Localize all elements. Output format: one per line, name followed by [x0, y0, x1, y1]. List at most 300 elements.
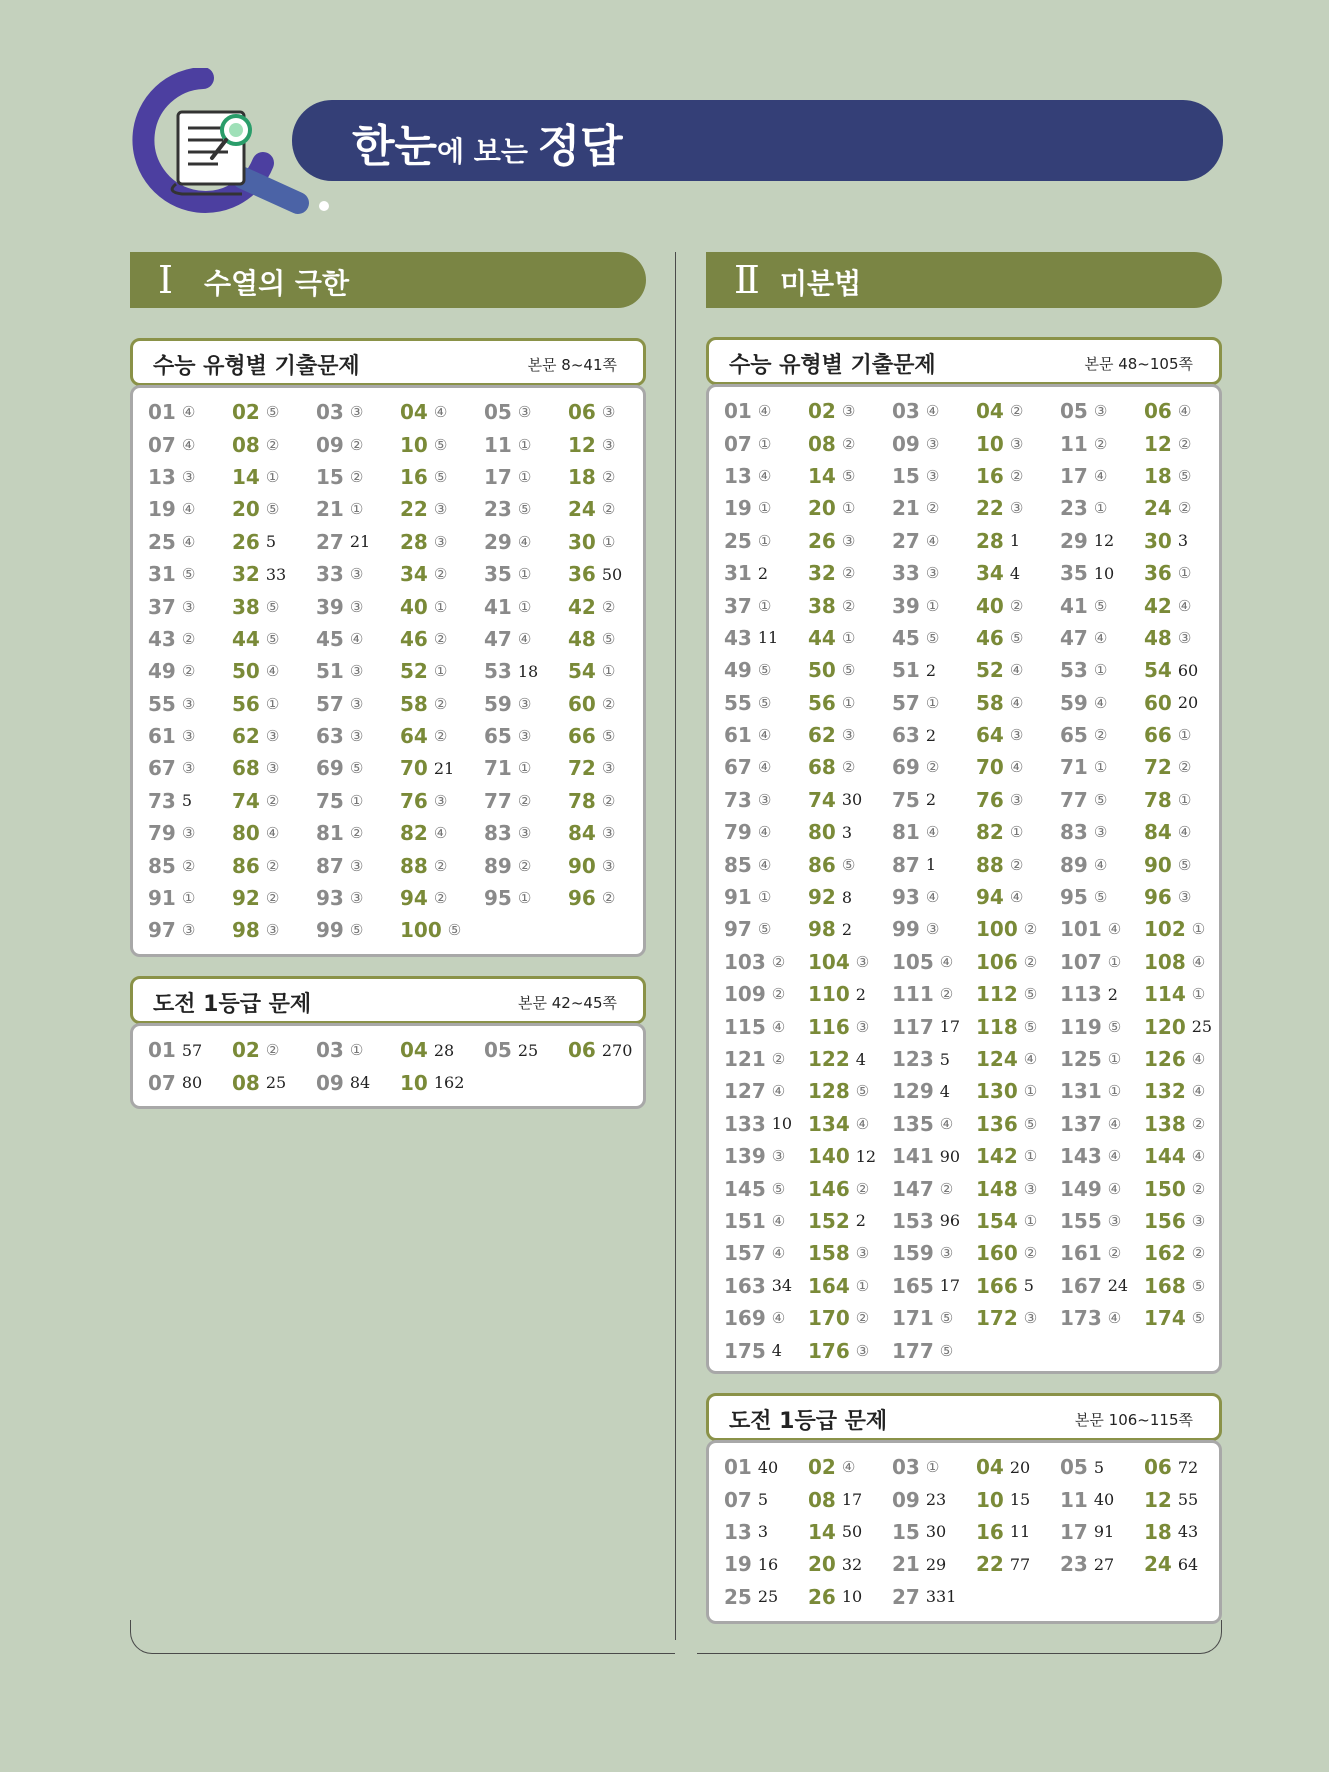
answer-item: [148, 590, 232, 622]
question-number: 75: [316, 788, 344, 813]
question-number: 36: [568, 562, 596, 587]
question-number: 50: [808, 658, 836, 683]
answer-item: [400, 849, 484, 881]
answer-item: [724, 978, 808, 1010]
block-pages: 본문 8~41쪽: [527, 356, 617, 374]
answer-value: ②: [517, 856, 532, 875]
answer-item: [808, 687, 892, 719]
question-number: 02: [232, 1038, 260, 1063]
answer-value: 1: [925, 855, 937, 875]
answer-item: [1060, 525, 1144, 557]
answer-item: [976, 881, 1060, 913]
question-number: 08: [808, 1487, 836, 1512]
answer-value: ③: [855, 1341, 870, 1360]
answer-value: ③: [433, 532, 448, 551]
answer-item: [1060, 395, 1144, 427]
answer-value: 8: [841, 887, 853, 907]
answer-value: ⑤: [1009, 628, 1024, 647]
question-number: 42: [568, 594, 596, 619]
answer-value: ④: [349, 629, 364, 648]
question-number: 54: [1144, 658, 1172, 683]
question-number: 39: [892, 593, 920, 618]
answer-item: [892, 1043, 976, 1075]
answer-value: ②: [265, 435, 280, 454]
question-number: 48: [1144, 625, 1172, 650]
answer-item: [484, 526, 568, 558]
answer-value: ②: [855, 1179, 870, 1198]
answer-value: ⑤: [1177, 466, 1192, 485]
question-number: 86: [232, 853, 260, 878]
answer-value: ②: [601, 791, 616, 810]
question-number: 03: [892, 1455, 920, 1480]
answer-item: [568, 688, 652, 720]
question-number: 107: [1060, 949, 1102, 974]
answer-item: [316, 914, 400, 946]
answer-item: [724, 1237, 808, 1269]
question-number: 04: [976, 399, 1004, 424]
answer-item: [892, 654, 976, 686]
answer-value: ④: [757, 402, 772, 421]
answer-item: [568, 493, 652, 525]
question-number: 49: [148, 659, 176, 684]
question-number: 79: [148, 821, 176, 846]
question-number: 132: [1144, 1079, 1186, 1104]
question-number: 39: [316, 594, 344, 619]
answer-item: [232, 849, 316, 881]
answer-value: ④: [939, 952, 954, 971]
answer-item: [1060, 589, 1144, 621]
answer-item: [400, 1066, 484, 1098]
answer-item: [1060, 784, 1144, 816]
answer-value: ⑤: [939, 1341, 954, 1360]
answer-item: [808, 1172, 892, 1204]
answer-value: 57: [181, 1040, 203, 1060]
answer-value: ④: [1107, 1114, 1122, 1133]
answer-item: [1060, 1075, 1144, 1107]
answer-item: [232, 1066, 316, 1098]
answer-item: [232, 526, 316, 558]
question-number: 36: [1144, 561, 1172, 586]
answer-value: ③: [925, 434, 940, 453]
answer-item: [484, 817, 568, 849]
question-number: 69: [892, 755, 920, 780]
answer-value: ①: [517, 889, 532, 908]
answer-item: [400, 590, 484, 622]
question-number: 95: [1060, 885, 1088, 910]
answer-item: [976, 784, 1060, 816]
answer-value: ③: [265, 759, 280, 778]
answer-value: ③: [349, 727, 364, 746]
question-number: 05: [484, 400, 512, 425]
answer-item: [1144, 751, 1228, 783]
question-number: 05: [1060, 1455, 1088, 1480]
question-number: 29: [1060, 528, 1088, 553]
answer-value: ③: [1093, 402, 1108, 421]
answer-value: 30: [925, 1522, 947, 1542]
question-number: 82: [400, 821, 428, 846]
page-title-bar: [292, 100, 1223, 181]
answer-value: 16: [757, 1554, 779, 1574]
question-number: 139: [724, 1144, 766, 1169]
answer-value: ④: [925, 823, 940, 842]
question-number: 166: [976, 1273, 1018, 1298]
answer-item: [976, 848, 1060, 880]
answer-value: ③: [265, 921, 280, 940]
question-number: 01: [148, 1038, 176, 1063]
question-number: 171: [892, 1306, 934, 1331]
answer-value: 17: [939, 1017, 961, 1037]
question-number: 100: [400, 918, 442, 943]
answer-value: ③: [181, 824, 196, 843]
question-number: 12: [1144, 431, 1172, 456]
answer-value: 2: [925, 725, 937, 745]
answer-value: ④: [1107, 1309, 1122, 1328]
answer-item: [484, 493, 568, 525]
answer-item: [232, 817, 316, 849]
answer-item: [976, 687, 1060, 719]
answer-item: [808, 784, 892, 816]
answer-value: ②: [601, 467, 616, 486]
question-number: 105: [892, 949, 934, 974]
block-title-box: [706, 1393, 1222, 1441]
answer-item: [1144, 557, 1228, 589]
answer-value: 50: [841, 1522, 863, 1542]
answer-item: [316, 785, 400, 817]
question-number: 157: [724, 1241, 766, 1266]
answer-value: ③: [433, 791, 448, 810]
answer-item: [808, 1548, 892, 1580]
answer-value: ③: [517, 403, 532, 422]
answer-value: 270: [601, 1040, 633, 1060]
question-number: 28: [400, 529, 428, 554]
question-number: 60: [568, 691, 596, 716]
question-number: 27: [892, 528, 920, 553]
question-number: 81: [316, 821, 344, 846]
question-number: 76: [400, 788, 428, 813]
answer-item: [1144, 1043, 1228, 1075]
question-number: 17: [484, 464, 512, 489]
answer-value: ①: [517, 597, 532, 616]
question-number: 17: [1060, 1519, 1088, 1544]
question-number: 35: [1060, 561, 1088, 586]
answer-item: [808, 1075, 892, 1107]
answer-value: ⑤: [433, 467, 448, 486]
answer-value: ②: [1023, 1244, 1038, 1263]
answer-value: ③: [855, 1017, 870, 1036]
answer-item: [148, 817, 232, 849]
question-number: 22: [400, 497, 428, 522]
answer-value: ③: [1009, 726, 1024, 745]
answer-item: [724, 1483, 808, 1515]
answer-value: ③: [1177, 628, 1192, 647]
answer-item: [1144, 492, 1228, 524]
answer-value: 5: [1023, 1276, 1034, 1296]
answer-item: [148, 785, 232, 817]
answer-value: ①: [1009, 823, 1024, 842]
answer-value: ⑤: [349, 759, 364, 778]
answer-value: ③: [925, 466, 940, 485]
question-number: 97: [724, 917, 752, 942]
question-number: 53: [484, 659, 512, 684]
question-number: 72: [568, 756, 596, 781]
answer-item: [724, 816, 808, 848]
answer-value: 2: [855, 984, 866, 1004]
question-number: 38: [808, 593, 836, 618]
question-number: 07: [724, 1487, 752, 1512]
answer-value: 11: [757, 628, 779, 648]
answer-item: [808, 978, 892, 1010]
question-number: 34: [400, 562, 428, 587]
answer-item: [400, 752, 484, 784]
answer-item: [316, 1034, 400, 1066]
question-number: 20: [808, 496, 836, 521]
question-number: 98: [808, 917, 836, 942]
answer-value: 72: [1177, 1457, 1199, 1477]
answer-item: [316, 396, 400, 428]
answer-item: [1060, 492, 1144, 524]
question-number: 38: [232, 594, 260, 619]
question-number: 155: [1060, 1208, 1102, 1233]
answer-value: 40: [1093, 1490, 1115, 1510]
answer-item: [1060, 557, 1144, 589]
answer-item: [808, 946, 892, 978]
answer-item: [148, 493, 232, 525]
answer-value: ①: [757, 596, 772, 615]
answer-item: [808, 589, 892, 621]
question-number: 73: [148, 788, 176, 813]
answer-value: ④: [1107, 920, 1122, 939]
answer-value: ②: [433, 889, 448, 908]
answer-item: [892, 1010, 976, 1042]
answer-item: [1144, 1483, 1228, 1515]
answer-value: ③: [181, 597, 196, 616]
answer-value: ③: [601, 403, 616, 422]
answer-item: [484, 623, 568, 655]
question-number: 16: [976, 463, 1004, 488]
answer-value: ⑤: [181, 565, 196, 584]
question-number: 41: [1060, 593, 1088, 618]
answer-item: [1144, 1302, 1228, 1334]
answer-value: 2: [1107, 984, 1118, 1004]
answer-item: [808, 881, 892, 913]
answer-value: ④: [1009, 661, 1024, 680]
answer-item: [976, 395, 1060, 427]
answer-item: [316, 655, 400, 687]
answer-item: [232, 428, 316, 460]
question-number: 33: [316, 562, 344, 587]
question-number: 10: [400, 432, 428, 457]
question-number: 135: [892, 1111, 934, 1136]
question-number: 141: [892, 1144, 934, 1169]
answer-item: [808, 1237, 892, 1269]
answer-item: [976, 751, 1060, 783]
question-number: 01: [724, 1455, 752, 1480]
question-number: 93: [892, 885, 920, 910]
answer-value: ③: [841, 402, 856, 421]
answer-item: [724, 1108, 808, 1140]
question-number: 115: [724, 1014, 766, 1039]
question-number: 177: [892, 1338, 934, 1363]
answer-value: ⑤: [1093, 790, 1108, 809]
answer-value: ④: [771, 1082, 786, 1101]
answer-item: [568, 882, 652, 914]
answer-value: 90: [939, 1146, 961, 1166]
answer-item: [808, 1302, 892, 1334]
answer-value: 1: [1009, 531, 1021, 551]
answer-item: [724, 687, 808, 719]
answer-item: [1144, 1172, 1228, 1204]
answer-item: [1060, 1516, 1144, 1548]
answer-value: ②: [841, 434, 856, 453]
question-number: 129: [892, 1079, 934, 1104]
answer-item: [568, 752, 652, 784]
answer-value: ②: [925, 758, 940, 777]
answer-item: [1144, 427, 1228, 459]
answer-value: ③: [1191, 1211, 1206, 1230]
question-number: 43: [724, 625, 752, 650]
divider-bottom-left: [130, 1620, 675, 1654]
answer-value: ⑤: [265, 500, 280, 519]
answer-value: ④: [939, 1114, 954, 1133]
answer-value: ②: [1177, 499, 1192, 518]
answer-item: [1144, 848, 1228, 880]
question-number: 87: [892, 852, 920, 877]
question-number: 145: [724, 1176, 766, 1201]
question-number: 111: [892, 982, 934, 1007]
question-number: 03: [316, 1038, 344, 1063]
answer-item: [232, 785, 316, 817]
answer-item: [892, 946, 976, 978]
answer-value: ④: [1177, 823, 1192, 842]
answer-value: 20: [1009, 1457, 1031, 1477]
answer-item: [1060, 1237, 1144, 1269]
answer-value: 21: [433, 758, 455, 778]
answer-item: [568, 1034, 652, 1066]
answer-value: 25: [517, 1040, 539, 1060]
section-header-1: [130, 252, 646, 308]
answer-item: [568, 623, 652, 655]
question-number: 06: [568, 1038, 596, 1063]
question-number: 34: [976, 561, 1004, 586]
question-number: 63: [892, 723, 920, 748]
answer-item: [400, 558, 484, 590]
answer-value: 5: [181, 791, 193, 811]
answer-item: [316, 623, 400, 655]
answer-value: ②: [433, 694, 448, 713]
answer-value: ③: [181, 921, 196, 940]
question-number: 106: [976, 949, 1018, 974]
answer-item: [232, 720, 316, 752]
answer-box: [706, 1440, 1222, 1624]
answer-item: [568, 558, 652, 590]
answer-value: ④: [1107, 1179, 1122, 1198]
answer-item: [1060, 1451, 1144, 1483]
answer-item: [484, 720, 568, 752]
answer-value: ②: [939, 985, 954, 1004]
answer-value: ②: [349, 824, 364, 843]
answer-item: [976, 816, 1060, 848]
answer-item: [148, 1066, 232, 1098]
answer-item: [148, 623, 232, 655]
section-numeral: Ⅰ: [158, 258, 174, 302]
question-number: 98: [232, 918, 260, 943]
answer-item: [1144, 460, 1228, 492]
block-pages: 본문 42~45쪽: [518, 994, 617, 1012]
answer-value: 84: [349, 1073, 371, 1093]
answer-item: [1144, 1205, 1228, 1237]
answer-item: [724, 1205, 808, 1237]
question-number: 79: [724, 820, 752, 845]
answer-item: [148, 655, 232, 687]
question-number: 104: [808, 949, 850, 974]
block-title-box: [706, 337, 1222, 385]
answer-item: [1144, 622, 1228, 654]
answer-value: ②: [433, 727, 448, 746]
answer-item: [976, 654, 1060, 686]
question-number: 97: [148, 918, 176, 943]
answer-item: [724, 427, 808, 459]
question-number: 156: [1144, 1208, 1186, 1233]
answer-item: [892, 1140, 976, 1172]
question-number: 71: [484, 756, 512, 781]
question-number: 114: [1144, 982, 1186, 1007]
question-number: 103: [724, 949, 766, 974]
answer-value: ③: [433, 500, 448, 519]
answer-value: ②: [1191, 1114, 1206, 1133]
answer-item: [1144, 978, 1228, 1010]
answer-value: ⑤: [601, 727, 616, 746]
answer-item: [568, 817, 652, 849]
answer-value: ③: [1107, 1211, 1122, 1230]
question-number: 08: [232, 1070, 260, 1095]
answer-item: [808, 1270, 892, 1302]
answer-value: ⑤: [1093, 596, 1108, 615]
answer-item: [316, 752, 400, 784]
answer-item: [892, 557, 976, 589]
answer-value: ④: [181, 403, 196, 422]
answer-item: [976, 1172, 1060, 1204]
answer-value: ④: [757, 823, 772, 842]
question-number: 22: [976, 496, 1004, 521]
question-number: 108: [1144, 949, 1186, 974]
answer-item: [1060, 622, 1144, 654]
answer-value: ①: [181, 889, 196, 908]
answer-item: [568, 785, 652, 817]
question-number: 21: [316, 497, 344, 522]
answer-item: [316, 461, 400, 493]
question-number: 121: [724, 1047, 766, 1071]
question-number: 52: [400, 659, 428, 684]
answer-item: [724, 1334, 808, 1366]
answer-value: ③: [265, 727, 280, 746]
question-number: 01: [148, 400, 176, 425]
answer-value: ②: [181, 856, 196, 875]
question-number: 05: [484, 1038, 512, 1063]
question-number: 82: [976, 820, 1004, 845]
answer-value: ①: [601, 662, 616, 681]
question-number: 100: [976, 917, 1018, 942]
answer-item: [316, 590, 400, 622]
question-number: 136: [976, 1111, 1018, 1136]
question-number: 140: [808, 1144, 850, 1169]
question-number: 46: [400, 626, 428, 651]
answer-item: [400, 1034, 484, 1066]
question-number: 59: [484, 691, 512, 716]
answer-item: [1144, 1548, 1228, 1580]
answer-value: ④: [771, 1244, 786, 1263]
answer-value: ①: [841, 693, 856, 712]
question-number: 85: [724, 852, 752, 877]
